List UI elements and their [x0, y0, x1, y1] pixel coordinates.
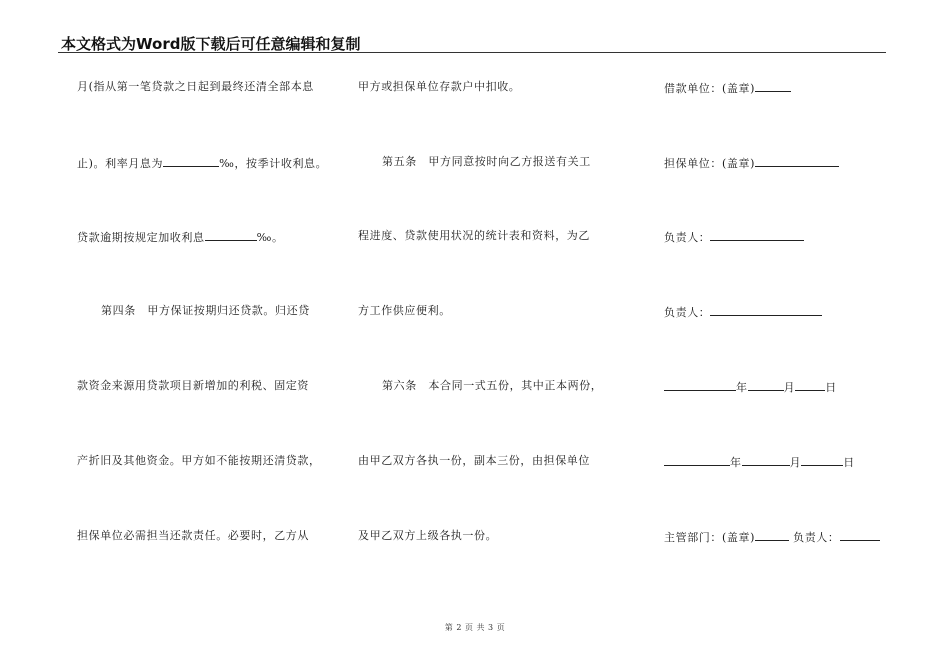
text-line: 甲方或担保单位存款户中扣收。	[358, 80, 521, 93]
text-line	[77, 155, 327, 171]
day-blank	[801, 454, 843, 466]
article-heading-line: 第四条 甲方保证按期归还贷款。归还贷	[101, 304, 310, 317]
text-line: 款资金来源用贷款项目新增加的利税、固定资	[77, 379, 309, 392]
year-label: 年	[736, 381, 748, 394]
text-fragment: 贷款逾期按规定加收利息	[77, 231, 205, 244]
guarantor-label: 担保单位：(盖章)	[664, 157, 755, 170]
header-divider	[58, 52, 886, 53]
text-fragment: ‰。	[256, 231, 284, 244]
date-line	[664, 379, 837, 395]
text-line: 由甲乙双方各执一份，副本三份，由担保单位	[358, 454, 590, 467]
month-label: 月	[789, 456, 802, 469]
page-number: 第 2 页 共 3 页	[444, 623, 506, 632]
supervisor-label: 主管部门：(盖章)	[664, 531, 755, 544]
article-heading-line: 第六条 本合同一式五份，其中正本两份，	[382, 379, 603, 392]
document-header-title: 本文格式为Word版下载后可任意编辑和复制	[61, 35, 361, 53]
year-label: 年	[730, 456, 742, 469]
supervisor-line	[664, 529, 880, 545]
responsible-person-line	[664, 229, 804, 245]
borrower-label: 借款单位：(盖章)	[664, 82, 755, 95]
fill-blank	[755, 80, 791, 92]
month-label: 月	[783, 381, 796, 394]
responsible-label: 负责人：	[664, 231, 711, 244]
text-line: 方工作供应便利。	[358, 304, 451, 317]
article-heading-line: 第五条 甲方同意按时向乙方报送有关工	[382, 155, 591, 168]
text-line: 担保单位必需担当还款责任。必要时，乙方从	[77, 529, 309, 542]
responsible-person-line	[664, 304, 822, 320]
fill-blank	[163, 155, 219, 167]
fill-blank	[840, 529, 880, 541]
day-label: 日	[843, 456, 855, 469]
fill-blank	[710, 229, 804, 241]
text-line	[77, 229, 284, 245]
text-fragment: 止)。利率月息为	[77, 157, 164, 170]
month-blank	[742, 454, 790, 466]
borrower-signature-line	[664, 80, 791, 96]
text-line: 月(指从第一笔贷款之日起到最终还清全部本息	[77, 80, 314, 93]
fill-blank	[710, 304, 822, 316]
guarantor-signature-line	[664, 155, 839, 171]
year-blank	[664, 379, 736, 391]
month-blank	[748, 379, 784, 391]
supervisor-responsible-label: 负责人：	[793, 531, 840, 544]
fill-blank	[755, 155, 839, 167]
text-line: 产折旧及其他资金。甲方如不能按期还清贷款，	[77, 454, 321, 467]
fill-blank	[755, 529, 789, 541]
date-line	[664, 454, 855, 470]
text-line: 程进度、贷款使用状况的统计表和资料，为乙	[358, 229, 590, 242]
year-blank	[664, 454, 730, 466]
responsible-label: 负责人：	[664, 306, 711, 319]
day-blank	[795, 379, 825, 391]
text-fragment: ‰，按季计收利息。	[219, 157, 328, 170]
text-line: 及甲乙双方上级各执一份。	[358, 529, 498, 542]
fill-blank	[205, 229, 257, 241]
day-label: 日	[825, 381, 837, 394]
